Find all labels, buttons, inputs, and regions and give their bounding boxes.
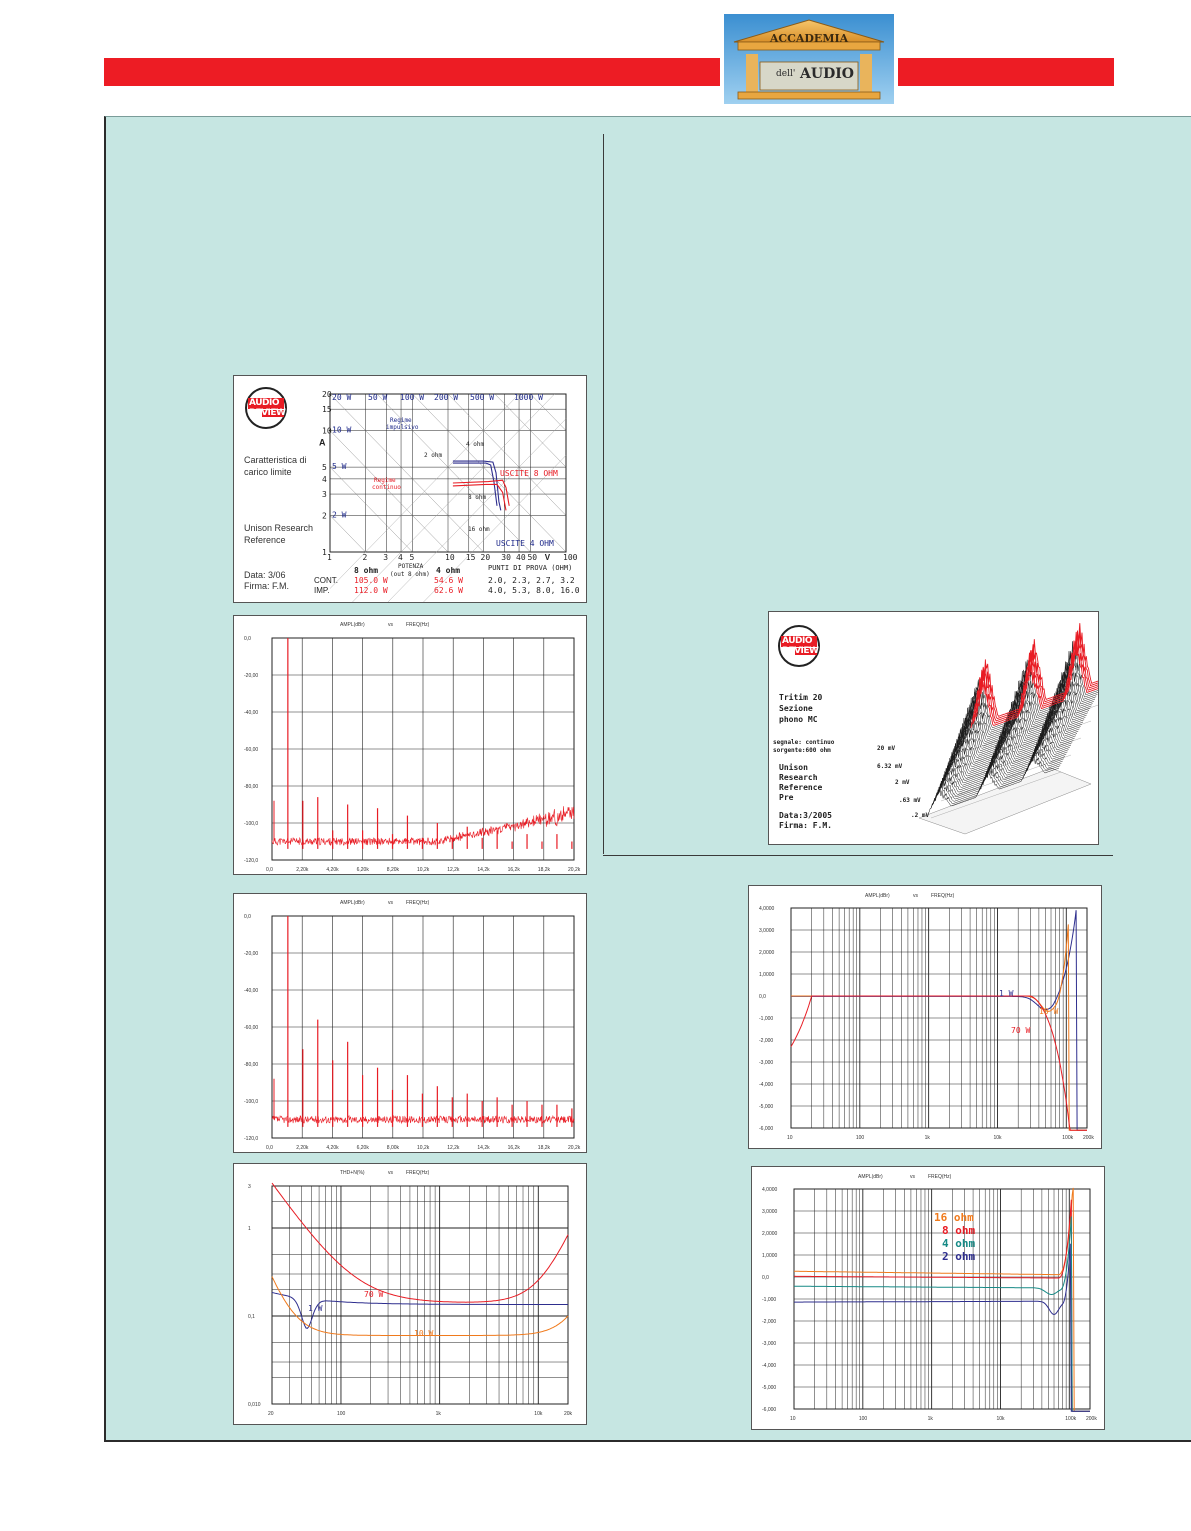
y-tick-label: -100,0 <box>244 1099 259 1105</box>
y-tick-label: 1,0000 <box>762 1253 778 1259</box>
y-tick-label: 0,010 <box>248 1402 261 1408</box>
y-tick-label: 1,0000 <box>759 972 775 978</box>
y-tick-label: 15 <box>322 405 332 415</box>
x-tick-label: 4,20k <box>326 1145 339 1151</box>
y-tick-label: 2,0000 <box>759 950 775 956</box>
x-tick-label: 14,2k <box>477 1145 490 1151</box>
load-limit-device: Unison Research Reference <box>244 523 314 545</box>
x-tick-label: 2,20k <box>296 867 309 873</box>
y-tick-label: 3 <box>322 490 327 500</box>
spectrum2-title-right: FREQ(Hz) <box>406 900 430 906</box>
logo-line1: ACCADEMIA <box>769 32 849 45</box>
header-red-bar-right <box>898 58 1114 86</box>
fr1-label-10w: 10 W <box>1039 1007 1059 1016</box>
waterfall-device-line2: Research <box>779 773 818 782</box>
y-tick-label: 3 <box>248 1184 251 1190</box>
power-label-top: 100 W <box>400 393 425 402</box>
table-row-imp-label: IMP. <box>314 586 330 595</box>
x-axis-letter: V <box>544 553 551 562</box>
waterfall-title <box>779 692 822 725</box>
freq-resp-power-chart <box>749 886 1101 1148</box>
x-tick-label: 4,20k <box>326 867 339 873</box>
fr1-title-left: AMPL(dBr) <box>865 893 890 899</box>
spectrum1-title-left: AMPL(dBr) <box>340 622 365 628</box>
fr1-title-right: FREQ(Hz) <box>931 893 955 899</box>
y-tick-label: -4,000 <box>762 1363 777 1369</box>
fr2-title-left: AMPL(dBr) <box>858 1174 883 1180</box>
annot-regime-impulsivo-1: Regime <box>390 417 412 424</box>
fr1-label-1w: 1 W <box>999 989 1014 998</box>
waterfall-panel <box>768 611 1099 845</box>
x-tick-label: 100 <box>563 553 578 562</box>
y-tick-label: -60,00 <box>244 1025 259 1031</box>
waterfall-level-4: .2 mV <box>911 812 930 819</box>
fr2-legend-4: 4 ohm <box>942 1237 976 1250</box>
waterfall-signature: Firma: F.M. <box>779 821 832 830</box>
x-tick-label: 100k <box>1065 1416 1077 1422</box>
x-tick-label: 15 <box>465 553 476 562</box>
table-cont-4: 54.6 W <box>434 576 463 585</box>
x-tick-label: 5 <box>409 553 415 562</box>
x-tick-label: 6,20k <box>356 867 369 873</box>
annot-16ohm: 16 ohm <box>468 526 490 533</box>
waterfall-device <box>779 763 822 803</box>
y-tick-label: -2,000 <box>762 1319 777 1325</box>
column-divider <box>603 134 604 854</box>
power-label-top: 1000 W <box>514 393 543 402</box>
x-tick-label: 20k <box>564 1411 573 1417</box>
x-tick-label: 50 <box>527 553 538 562</box>
x-tick-label: 20 <box>480 553 491 562</box>
table-col-4ohm: 4 ohm <box>436 566 461 575</box>
audio-review-logo-2 <box>777 624 821 668</box>
x-tick-label: 10,2k <box>417 867 430 873</box>
table-col-8ohm: 8 ohm <box>354 566 379 575</box>
waterfall-date: Data:3/2005 <box>779 811 832 820</box>
x-tick-label: 1k <box>927 1416 933 1422</box>
x-tick-label: 10,2k <box>417 1145 430 1151</box>
load-limit-date: Data: 3/06 <box>244 570 286 580</box>
logo-line2: AUDIO <box>800 66 854 82</box>
y-tick-label: 3,0000 <box>759 928 775 934</box>
x-tick-label: 100 <box>336 1411 346 1417</box>
waterfall-base <box>919 768 1091 834</box>
audio-review-logo <box>244 386 288 430</box>
table-col-potenza: POTENZA <box>398 563 424 570</box>
audio-review-logo-2-text: AUDIO REVIEW <box>782 636 819 656</box>
x-tick-label: 10 <box>787 1135 793 1141</box>
y-tick-label: -100,0 <box>244 821 259 827</box>
x-tick-label: 200k <box>1086 1416 1097 1422</box>
accademia-logo <box>724 14 894 104</box>
x-tick-label: 10k <box>534 1411 543 1417</box>
x-tick-label: 100k <box>1062 1135 1074 1141</box>
x-tick-label: 100 <box>858 1416 868 1422</box>
waterfall-title-line3: phono MC <box>779 715 818 724</box>
y-tick-label: 0,0 <box>762 1275 769 1281</box>
thd-title-vs: vs <box>388 1170 393 1176</box>
x-tick-label: 4 <box>398 553 403 562</box>
x-tick-label: 8,00k <box>386 1145 400 1151</box>
spectrum2-panel <box>233 893 587 1153</box>
waterfall-level-2: 2 mV <box>895 779 910 786</box>
waterfall-device-line3: Reference <box>779 783 823 792</box>
table-col-potenza-sub: (out 8 ohm) <box>390 571 430 578</box>
x-tick-label: 200k <box>1083 1135 1094 1141</box>
x-tick-label: 20,2k <box>568 1145 581 1151</box>
thd-title-right: FREQ(Hz) <box>406 1170 430 1176</box>
power-label-left: 5 W <box>332 462 347 472</box>
x-tick-label: 10k <box>996 1416 1005 1422</box>
waterfall-level-1: 6.32 mV <box>877 763 903 770</box>
fr2-legend-8: 8 ohm <box>942 1224 976 1237</box>
y-tick-label: -5,000 <box>759 1104 774 1110</box>
logo-line2-small: dell' <box>776 69 796 79</box>
thd-label-10w: 10 W <box>414 1329 434 1338</box>
y-tick-label: 4,0000 <box>762 1187 778 1193</box>
thd-label-70w: 70 W <box>364 1290 384 1299</box>
thd-label-1w: 1 W <box>308 1304 323 1313</box>
x-tick-label: 3 <box>383 553 389 562</box>
annot-regime-impulsivo-2: impulsivo <box>386 424 419 431</box>
y-tick-label: 0,1 <box>248 1313 255 1320</box>
fr1-title-vs: vs <box>913 893 918 899</box>
y-tick-label: 0,0 <box>244 914 251 920</box>
load-limit-panel <box>233 375 587 603</box>
x-tick-label: 14,2k <box>477 867 490 873</box>
table-cont-points: 2.0, 2.3, 2.7, 3.2 <box>488 576 575 585</box>
y-tick-label: -6,000 <box>759 1126 774 1132</box>
spectrum2-title-left: AMPL(dBr) <box>340 900 365 906</box>
spectrum2-chart <box>234 894 586 1152</box>
annot-uscite8: USCITE 8 OHM <box>500 469 558 478</box>
waterfall-level-3: .63 mV <box>899 797 921 804</box>
fr2-legend-16: 16 ohm <box>934 1211 974 1224</box>
x-tick-label: 0,0 <box>266 1145 273 1151</box>
x-tick-label: 1k <box>924 1135 930 1141</box>
annot-regime-continuo-1: Regime <box>374 477 396 484</box>
freq-resp-load-panel <box>751 1166 1105 1430</box>
annot-uscite4: USCITE 4 OHM <box>496 539 554 548</box>
y-tick-label: 1 <box>248 1225 251 1232</box>
x-tick-label: 10k <box>993 1135 1002 1141</box>
x-tick-label: 8,20k <box>386 867 400 873</box>
fr2-legend-2: 2 ohm <box>942 1250 976 1263</box>
y-tick-label: 2 <box>322 511 327 521</box>
annot-regime-continuo-2: continuo <box>372 484 401 491</box>
fr2-title-right: FREQ(Hz) <box>928 1174 952 1180</box>
table-cont-8: 105.0 W <box>354 576 388 585</box>
y-tick-label: 20 <box>322 390 332 399</box>
table-imp-4: 62.6 W <box>434 586 463 595</box>
waterfall-level-0: 20 mV <box>877 745 896 752</box>
y-tick-label: -40,00 <box>244 710 259 716</box>
x-tick-label: 20,2k <box>568 867 581 873</box>
y-tick-label: -3,000 <box>762 1341 777 1347</box>
x-tick-label: 10 <box>790 1416 796 1422</box>
y-tick-label: -5,000 <box>762 1385 777 1391</box>
plot-frame <box>272 1186 568 1404</box>
thd-chart <box>234 1164 586 1424</box>
y-tick-label: 10 <box>322 426 332 436</box>
y-tick-label: -80,00 <box>244 1062 259 1068</box>
power-label-left: 10 W <box>332 425 352 435</box>
power-label-top: 20 W <box>332 393 352 402</box>
spectrum2-title-vs: vs <box>388 900 393 906</box>
fr2-title-vs: vs <box>910 1174 915 1180</box>
power-label-top: 200 W <box>434 393 459 402</box>
audio-review-logo-text: AUDIO REVIEW <box>249 398 286 418</box>
y-tick-label: -40,00 <box>244 988 259 994</box>
power-label-top: 500 W <box>470 393 495 402</box>
waterfall-source: sorgente:600 ohm <box>773 747 831 754</box>
y-tick-label: 1 <box>322 548 327 557</box>
x-tick-label: 1 <box>327 553 332 562</box>
waterfall-slice <box>973 634 1098 723</box>
y-tick-label: -60,00 <box>244 747 259 753</box>
freq-resp-power-panel <box>748 885 1102 1149</box>
y-axis-letter: A <box>319 437 326 448</box>
y-tick-label: 3,0000 <box>762 1209 778 1215</box>
y-tick-label: -2,000 <box>759 1038 774 1044</box>
x-tick-label: 12,2k <box>447 1145 460 1151</box>
waterfall-device-line4: Pre <box>779 793 794 802</box>
annot-2ohm: 2 ohm <box>424 452 443 459</box>
y-tick-label: 0,0 <box>759 994 766 1000</box>
y-tick-label: -120,0 <box>244 858 259 864</box>
y-tick-label: 4 <box>322 474 327 484</box>
power-label-left: 2 W <box>332 510 347 520</box>
thd-title-left: THD+N(%) <box>340 1170 365 1176</box>
waterfall-title-line1: Tritim 20 <box>779 693 823 702</box>
y-tick-label: -120,0 <box>244 1136 259 1142</box>
x-tick-label: 100 <box>855 1135 865 1141</box>
x-tick-label: 0,0 <box>266 867 273 873</box>
y-tick-label: 4,0000 <box>759 906 775 912</box>
x-tick-label: 18,2k <box>537 1145 551 1151</box>
thd-panel <box>233 1163 587 1425</box>
row-divider <box>603 855 1113 856</box>
load-limit-signature: Firma: F.M. <box>244 581 289 591</box>
x-tick-label: 10 <box>445 553 455 562</box>
y-tick-label: 0,0 <box>244 636 251 642</box>
table-row-cont-label: CONT. <box>314 576 338 585</box>
x-tick-label: 18,2k <box>537 867 551 873</box>
x-tick-label: 16,2k <box>507 867 520 873</box>
table-imp-points: 4.0, 5.3, 8.0, 16.0 <box>488 586 580 595</box>
x-tick-label: 20 <box>268 1411 274 1417</box>
y-tick-label: -20,00 <box>244 951 259 957</box>
y-tick-label: -20,00 <box>244 673 259 679</box>
x-tick-label: 2 <box>362 553 368 562</box>
table-col-points: PUNTI DI PROVA (OHM) <box>488 564 573 572</box>
load-limit-title: Caratteristica di carico limite <box>244 455 307 477</box>
y-tick-label: -1,000 <box>762 1297 777 1303</box>
waterfall-title-line2: Sezione <box>779 704 813 713</box>
power-label-top: 50 W <box>368 393 388 402</box>
header-red-bar-left <box>104 58 720 86</box>
y-tick-label: 2,0000 <box>762 1231 778 1237</box>
x-tick-label: 16,2k <box>507 1145 520 1151</box>
y-tick-label: -6,000 <box>762 1407 777 1413</box>
fr1-label-70w: 70 W <box>1011 1026 1031 1035</box>
annot-4ohm: 4 ohm <box>466 441 485 448</box>
table-imp-8: 112.0 W <box>354 586 388 595</box>
x-tick-label: 6,20k <box>356 1145 369 1151</box>
y-tick-label: -3,000 <box>759 1060 774 1066</box>
x-tick-label: 12,2k <box>447 867 460 873</box>
spectrum1-panel <box>233 615 587 875</box>
waterfall-signal: segnale: continuo <box>773 739 835 746</box>
y-tick-label: -1,000 <box>759 1016 774 1022</box>
x-tick-label: 2,20k <box>296 1145 309 1151</box>
y-tick-label: -4,000 <box>759 1082 774 1088</box>
x-tick-label: 40 <box>516 553 526 562</box>
spectrum1-chart <box>234 616 586 874</box>
x-tick-label: 1k <box>435 1411 441 1417</box>
waterfall-device-line1: Unison <box>779 763 808 772</box>
spectrum1-title-right: FREQ(Hz) <box>406 622 430 628</box>
y-tick-label: -80,00 <box>244 784 259 790</box>
y-tick-label: 5 <box>322 463 327 473</box>
annot-8ohm: 8 ohm <box>468 494 487 501</box>
freq-resp-load-chart <box>752 1167 1104 1429</box>
x-tick-label: 30 <box>501 553 511 562</box>
spectrum1-title-vs: vs <box>388 622 393 628</box>
